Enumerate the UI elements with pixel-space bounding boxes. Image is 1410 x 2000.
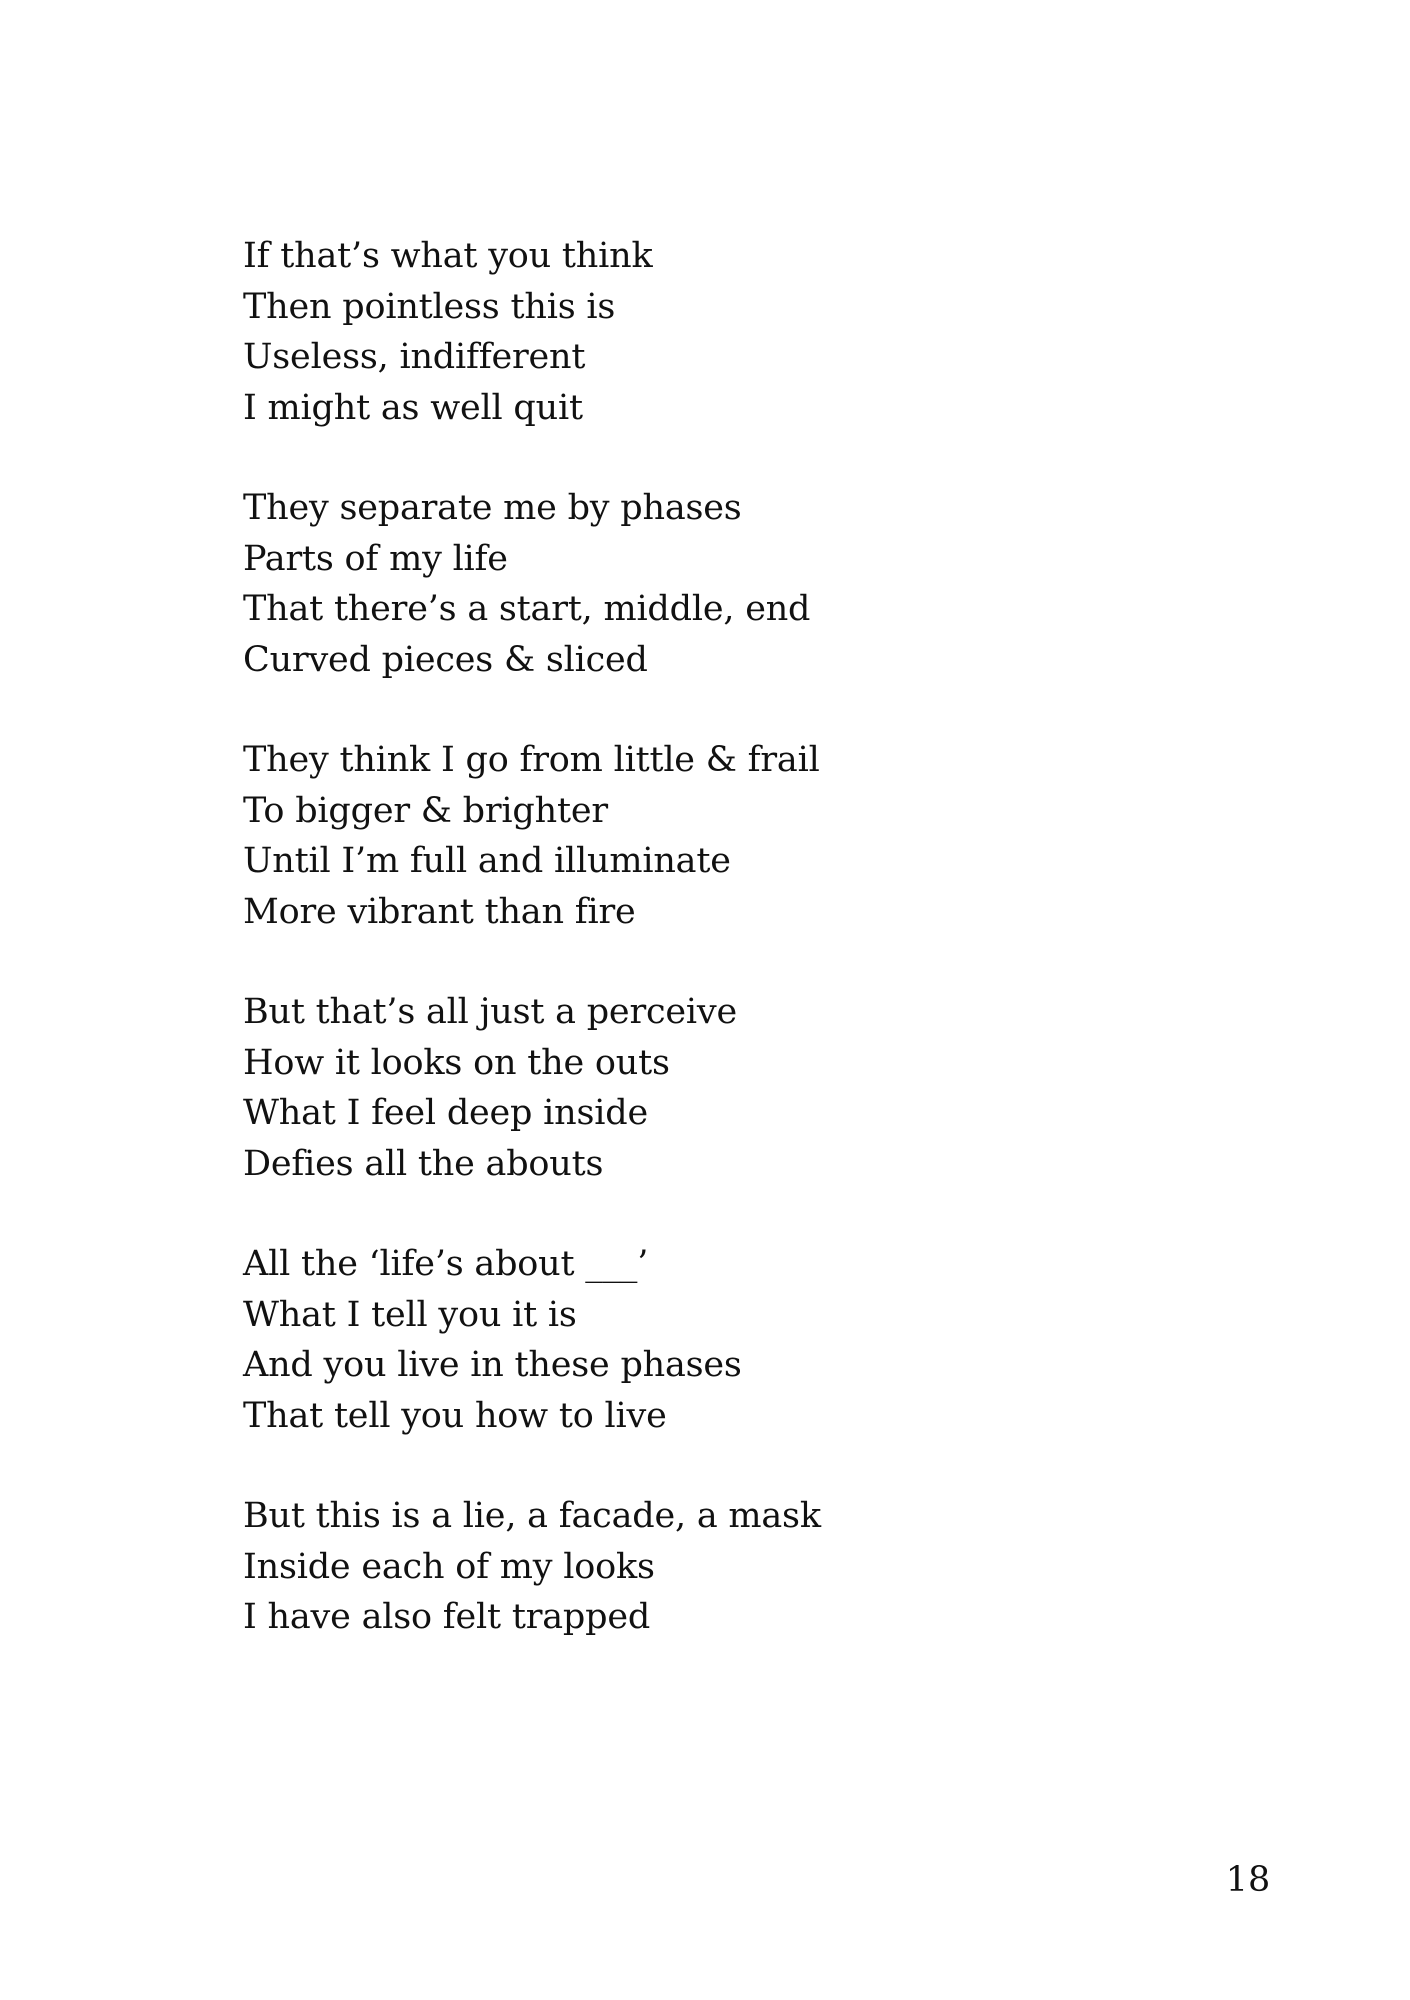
poem-body xyxy=(243,231,1143,1693)
poem-line: I have also felt trapped xyxy=(243,1597,651,1637)
stanza-5 xyxy=(243,1239,1143,1441)
poem-line: But this is a lie, a facade, a mask xyxy=(243,1496,821,1536)
poem-line: Parts of my life xyxy=(243,538,508,579)
poem-line: Curved pieces & sliced xyxy=(243,639,648,680)
poem-line: That tell you how to live xyxy=(243,1395,667,1436)
poem-line: They separate me by phases xyxy=(243,488,742,528)
poem-line: I might as well quit xyxy=(243,387,583,428)
stanza-6 xyxy=(243,1491,1143,1643)
stanza-3 xyxy=(243,735,1143,937)
poem-line: They think I go from little & frail xyxy=(243,740,820,780)
poem-line: Until I’m full and illuminate xyxy=(243,841,731,881)
poem-line: What I tell you it is xyxy=(243,1294,577,1335)
poem-line: And you live in these phases xyxy=(243,1345,742,1385)
poem-line: More vibrant than fire xyxy=(243,891,636,932)
poem-line: To bigger & brighter xyxy=(243,790,608,831)
poem-line: Then pointless this is xyxy=(243,286,616,327)
poem-line: Inside each of my looks xyxy=(243,1546,655,1587)
stanza-4 xyxy=(243,987,1143,1189)
page-number: 18 xyxy=(1225,1860,1271,1900)
stanza-1 xyxy=(243,231,1143,433)
poem-line: That there’s a start, middle, end xyxy=(243,589,811,629)
stanza-2 xyxy=(243,483,1143,685)
poem-line: Defies all the abouts xyxy=(243,1143,604,1184)
poem-line: But that’s all just a perceive xyxy=(243,992,737,1032)
poem-line: Useless, indifferent xyxy=(243,337,586,377)
poem-line: All the ‘life’s about ___’ xyxy=(243,1244,649,1284)
poem-line: If that’s what you think xyxy=(243,236,653,276)
poem-line: How it looks on the outs xyxy=(243,1042,670,1083)
poem-line: What I feel deep inside xyxy=(243,1093,648,1133)
